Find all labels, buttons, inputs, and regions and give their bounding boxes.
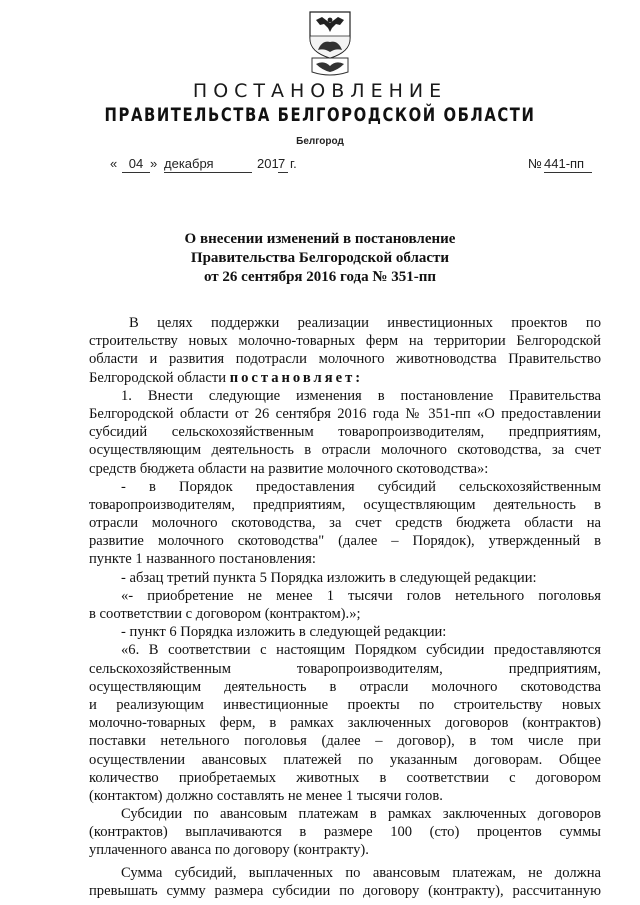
city-label: Белгород xyxy=(296,136,344,147)
date-open-quote: « xyxy=(110,156,118,171)
date-year-suffix: 7 xyxy=(278,156,288,173)
date-month: декабря xyxy=(164,156,252,173)
document-body xyxy=(89,314,601,900)
body-line: и реализующим инвестиционные проекты по строительству новых xyxy=(89,696,601,713)
date-year-g: г. xyxy=(290,156,297,171)
body-line: - абзац третий пункта 5 Порядка изложить в следующей редакции: xyxy=(121,569,537,586)
body-line: - в Порядок предоставления субсидий сельскохозяйственным xyxy=(121,478,601,495)
title-line: от 26 сентября 2016 года № 351-пп xyxy=(203,269,436,285)
body-line: уплаченного аванса по договору (контракту). xyxy=(89,842,369,859)
body-line: «6. В соответствии с настоящим Порядком субсидии предоставляются xyxy=(121,642,601,659)
body-line: сельскохозяйственным товаропроизводителям, предприятиям, xyxy=(89,660,601,677)
body-line: «- приобретение не менее 1 тысячи голов нетельного поголовья xyxy=(121,587,601,604)
body-line: (контрактов) выплачиваются в размере 100 (сто) процентов суммы xyxy=(89,824,601,841)
body-line: молочно-товарных ферм, в рамках заключенных договоров (контрактов) xyxy=(89,715,601,732)
date-close-quote: » xyxy=(150,156,158,171)
body-line: пункте 1 названного постановления: xyxy=(89,551,316,568)
body-line: (контактом) должно составлять не менее 1 тысячи голов. xyxy=(89,787,443,804)
title-line: Правительства Белгородской области xyxy=(190,250,450,266)
body-line: товаропроизводителям, предприятиям, осуществляющим деятельность в xyxy=(89,496,601,513)
document-type-heading: ПОСТАНОВЛЕНИЕ xyxy=(192,80,448,102)
date-day: 04 xyxy=(122,156,150,173)
body-line: 1. Внести следующие изменения в постановление Правительства xyxy=(121,387,601,404)
body-line: Белгородской области от 26 сентября 2016 года № 351-пп «О предоставлении xyxy=(89,405,601,422)
body-line: количество приобретаемых животных в соответствии с договором xyxy=(89,769,601,786)
body-line: превышать сумму размера субсидии по договору (контракту), рассчитанную xyxy=(89,882,601,899)
body-line-text: Белгородской области xyxy=(89,369,227,386)
body-line: поставки нетельного поголовья (далее – договор), в том числе при xyxy=(89,733,601,750)
body-line: осуществляющим деятельность в отрасли молочного скотоводства, за счет xyxy=(89,442,601,459)
body-line: осуществлении авансовых платежей по указанным договорам. Общее xyxy=(89,751,601,768)
number-label: № xyxy=(528,156,542,171)
body-line: осуществляющим деятельность в отрасли молочного скотоводства xyxy=(89,678,601,695)
document-title xyxy=(90,230,550,287)
body-line: области и развития подотрасли молочного животноводства Правительство xyxy=(89,351,601,368)
body-line: В целях поддержки реализации инвестиционных проектов по xyxy=(129,315,601,331)
body-line: развитие молочного скотоводства" (далее – Порядок), утвержденный в xyxy=(89,533,601,550)
government-name-heading: ПРАВИТЕЛЬСТВА БЕЛГОРОДСКОЙ ОБЛАСТИ xyxy=(104,104,536,126)
resolve-word: постановляет: xyxy=(229,369,364,386)
date-number-row xyxy=(110,156,600,178)
body-line: Субсидии по авансовым платежам в рамках заключенных договоров xyxy=(121,806,601,823)
document-number: 441-пп xyxy=(544,156,592,173)
title-line: О внесении изменений в постановление xyxy=(184,231,456,247)
body-line: строительству новых молочно-товарных ферм на территории Белгородской xyxy=(89,333,601,350)
body-line: - пункт 6 Порядка изложить в следующей редакции: xyxy=(121,624,447,641)
body-line: отрасли молочного скотоводства, за счет средств бюджета области на xyxy=(89,515,601,532)
body-line: субсидий сельскохозяйственным товаропроизводителям, предприятиям, xyxy=(89,424,601,441)
date-year-prefix: 201 xyxy=(257,156,279,171)
body-line xyxy=(89,369,601,387)
body-line: средств бюджета области на развитие молочного скотоводства»: xyxy=(89,460,489,477)
coat-of-arms-emblem xyxy=(302,8,358,80)
body-line: Сумма субсидий, выплаченных по авансовым платежам, не должна xyxy=(121,864,601,881)
body-line: в соответствии с договором (контрактом).»; xyxy=(89,606,361,622)
